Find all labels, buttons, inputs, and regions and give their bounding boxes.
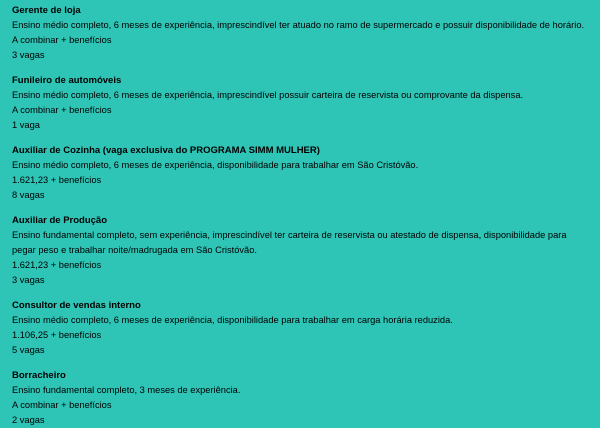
job-title: Borracheiro xyxy=(12,370,66,381)
job-salary: A combinar + benefícios xyxy=(12,35,112,45)
job-item xyxy=(12,298,588,358)
job-title: Auxiliar de Cozinha (vaga exclusiva do PROGRAMA SIMM MULHER) xyxy=(12,145,320,156)
job-requirements: Ensino médio completo, 6 meses de experiência, disponibilidade para trabalhar em São Cristóvão. xyxy=(12,160,419,170)
job-title: Consultor de vendas interno xyxy=(12,300,141,311)
job-title: Funileiro de automóveis xyxy=(12,75,122,86)
job-vacancies: 1 vaga xyxy=(12,120,40,130)
job-requirements: Ensino fundamental completo, 3 meses de experiência. xyxy=(12,385,241,395)
job-vacancies: 5 vagas xyxy=(12,345,45,355)
job-salary: 1.106,25 + benefícios xyxy=(12,330,102,340)
job-requirements: Ensino médio completo, 6 meses de experiência, imprescindível ter atuado no ramo de supermercado e possuir disponibilidade de horário. xyxy=(12,20,585,30)
job-item xyxy=(12,368,588,428)
job-vacancies: 8 vagas xyxy=(12,190,45,200)
job-requirements-continued: pegar peso e trabalhar noite/madrugada em São Cristóvão. xyxy=(12,245,257,255)
job-item xyxy=(12,213,588,288)
job-title: Gerente de loja xyxy=(12,5,81,16)
job-title: Auxiliar de Produção xyxy=(12,215,108,226)
job-requirements: Ensino médio completo, 6 meses de experiência, imprescindível possuir carteira de reservista ou comprovante da dispensa. xyxy=(12,90,524,100)
job-vacancies: 3 vagas xyxy=(12,275,45,285)
job-requirements: Ensino fundamental completo, sem experiência, imprescindível ter carteira de reservista ou atestado de dispensa, disponibilidade para xyxy=(12,230,567,240)
job-vacancies: 3 vagas xyxy=(12,50,45,60)
job-item xyxy=(12,3,588,63)
job-item xyxy=(12,143,588,203)
job-salary: A combinar + benefícios xyxy=(12,105,112,115)
job-vacancies: 2 vagas xyxy=(12,415,45,425)
job-requirements: Ensino médio completo, 6 meses de experiência, disponibilidade para trabalhar em carga horária reduzida. xyxy=(12,315,453,325)
job-salary: A combinar + benefícios xyxy=(12,400,112,410)
job-item xyxy=(12,73,588,133)
job-salary: 1.621,23 + benefícios xyxy=(12,260,102,270)
job-salary: 1.621,23 + benefícios xyxy=(12,175,102,185)
